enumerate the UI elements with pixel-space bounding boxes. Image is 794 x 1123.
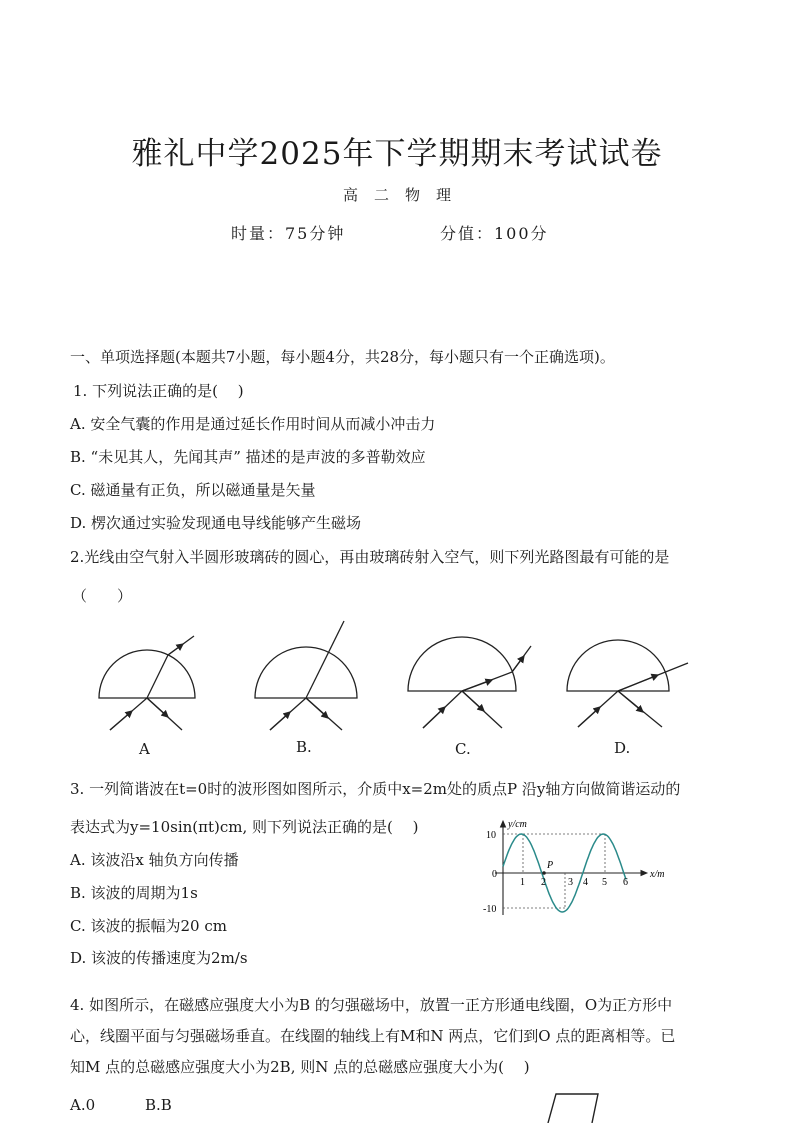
- q3-option-c: C. 该波的振幅为20 cm: [70, 917, 227, 935]
- x-tick-2: 2: [541, 877, 546, 888]
- exam-subject: 高二物理: [342, 186, 467, 204]
- q2-answer-paren: （ ）: [72, 587, 133, 605]
- q2-label-c: C.: [455, 740, 471, 758]
- x-tick-5: 5: [602, 877, 607, 888]
- q2-label-b: B.: [296, 738, 312, 756]
- q1-option-d: D. 楞次通过实验发现通电导线能够产生磁场: [70, 514, 362, 532]
- y-axis-label: y/cm: [508, 819, 527, 830]
- y-tick-0: 0: [492, 869, 497, 880]
- q3-option-a: A. 该波沿x 轴负方向传播: [70, 851, 239, 869]
- diagram-a: [99, 636, 195, 730]
- q3-wave-graph: [475, 813, 675, 925]
- q3-option-d: D. 该波的传播速度为2m/s: [70, 949, 248, 967]
- q2-label-a: A: [139, 740, 150, 758]
- q1-option-c: C. 磁通量有正负，所以磁通量是矢量: [70, 481, 316, 499]
- exam-title: 雅礼中学2025年下学期期末考试试卷: [131, 136, 663, 172]
- x-tick-6: 6: [623, 877, 628, 888]
- q4-line2: 心，线圈平面与匀强磁场垂直。在线圈的轴线上有M和N 两点，它们到O 点的距离相等。已: [70, 1027, 676, 1045]
- y-tick-neg10: -10: [483, 904, 497, 915]
- q1-option-b: B. “未见其人，先闻其声” 描述的是声波的多普勒效应: [70, 448, 426, 466]
- x-tick-1: 1: [520, 877, 525, 888]
- point-p: [542, 871, 546, 875]
- section-heading: 一、单项选择题(本题共7小题，每小题4分，共28分，每小题只有一个正确选项)。: [70, 348, 615, 366]
- q4-option-a: A.0: [70, 1096, 96, 1114]
- diagram-c: [408, 637, 531, 728]
- exam-duration: 时量：75分钟: [231, 224, 346, 243]
- q3-stem-line2: 表达式为y=10sin(πt)cm, 则下列说法正确的是( ): [70, 818, 419, 836]
- q4-line1: 4. 如图所示，在磁感应强度大小为B 的匀强磁场中，放置一正方形通电线圈，O为正方形中: [70, 996, 673, 1014]
- q3-option-b: B. 该波的周期为1s: [70, 884, 198, 902]
- x-axis-label: x/m: [650, 869, 665, 880]
- exam-total-score: 分值：100分: [440, 224, 549, 243]
- q4-coil-figure: [540, 1090, 610, 1123]
- y-tick-10: 10: [486, 830, 496, 841]
- diagram-d: [567, 640, 688, 727]
- q2-label-d: D.: [614, 739, 631, 757]
- q1-option-a: A. 安全气囊的作用是通过延长作用时间从而减小冲击力: [70, 415, 436, 433]
- q4-line3: 知M 点的总磁感应强度大小为2B, 则N 点的总磁感应强度大小为( ): [70, 1058, 530, 1076]
- diagram-b: [255, 621, 357, 730]
- x-tick-3: 3: [568, 877, 573, 888]
- q3-stem-line1: 3. 一列简谐波在t=0时的波形图如图所示，介质中x=2m处的质点P 沿y轴方向做简谐运动的: [70, 780, 681, 798]
- point-p-label: P: [547, 860, 554, 871]
- q2-stem: 2.光线由空气射入半圆形玻璃砖的圆心，再由玻璃砖射入空气，则下列光路图最有可能的是: [70, 548, 670, 566]
- q1-stem: 1. 下列说法正确的是( ): [73, 382, 244, 400]
- q4-option-b: B.B: [145, 1096, 172, 1114]
- x-tick-4: 4: [583, 877, 588, 888]
